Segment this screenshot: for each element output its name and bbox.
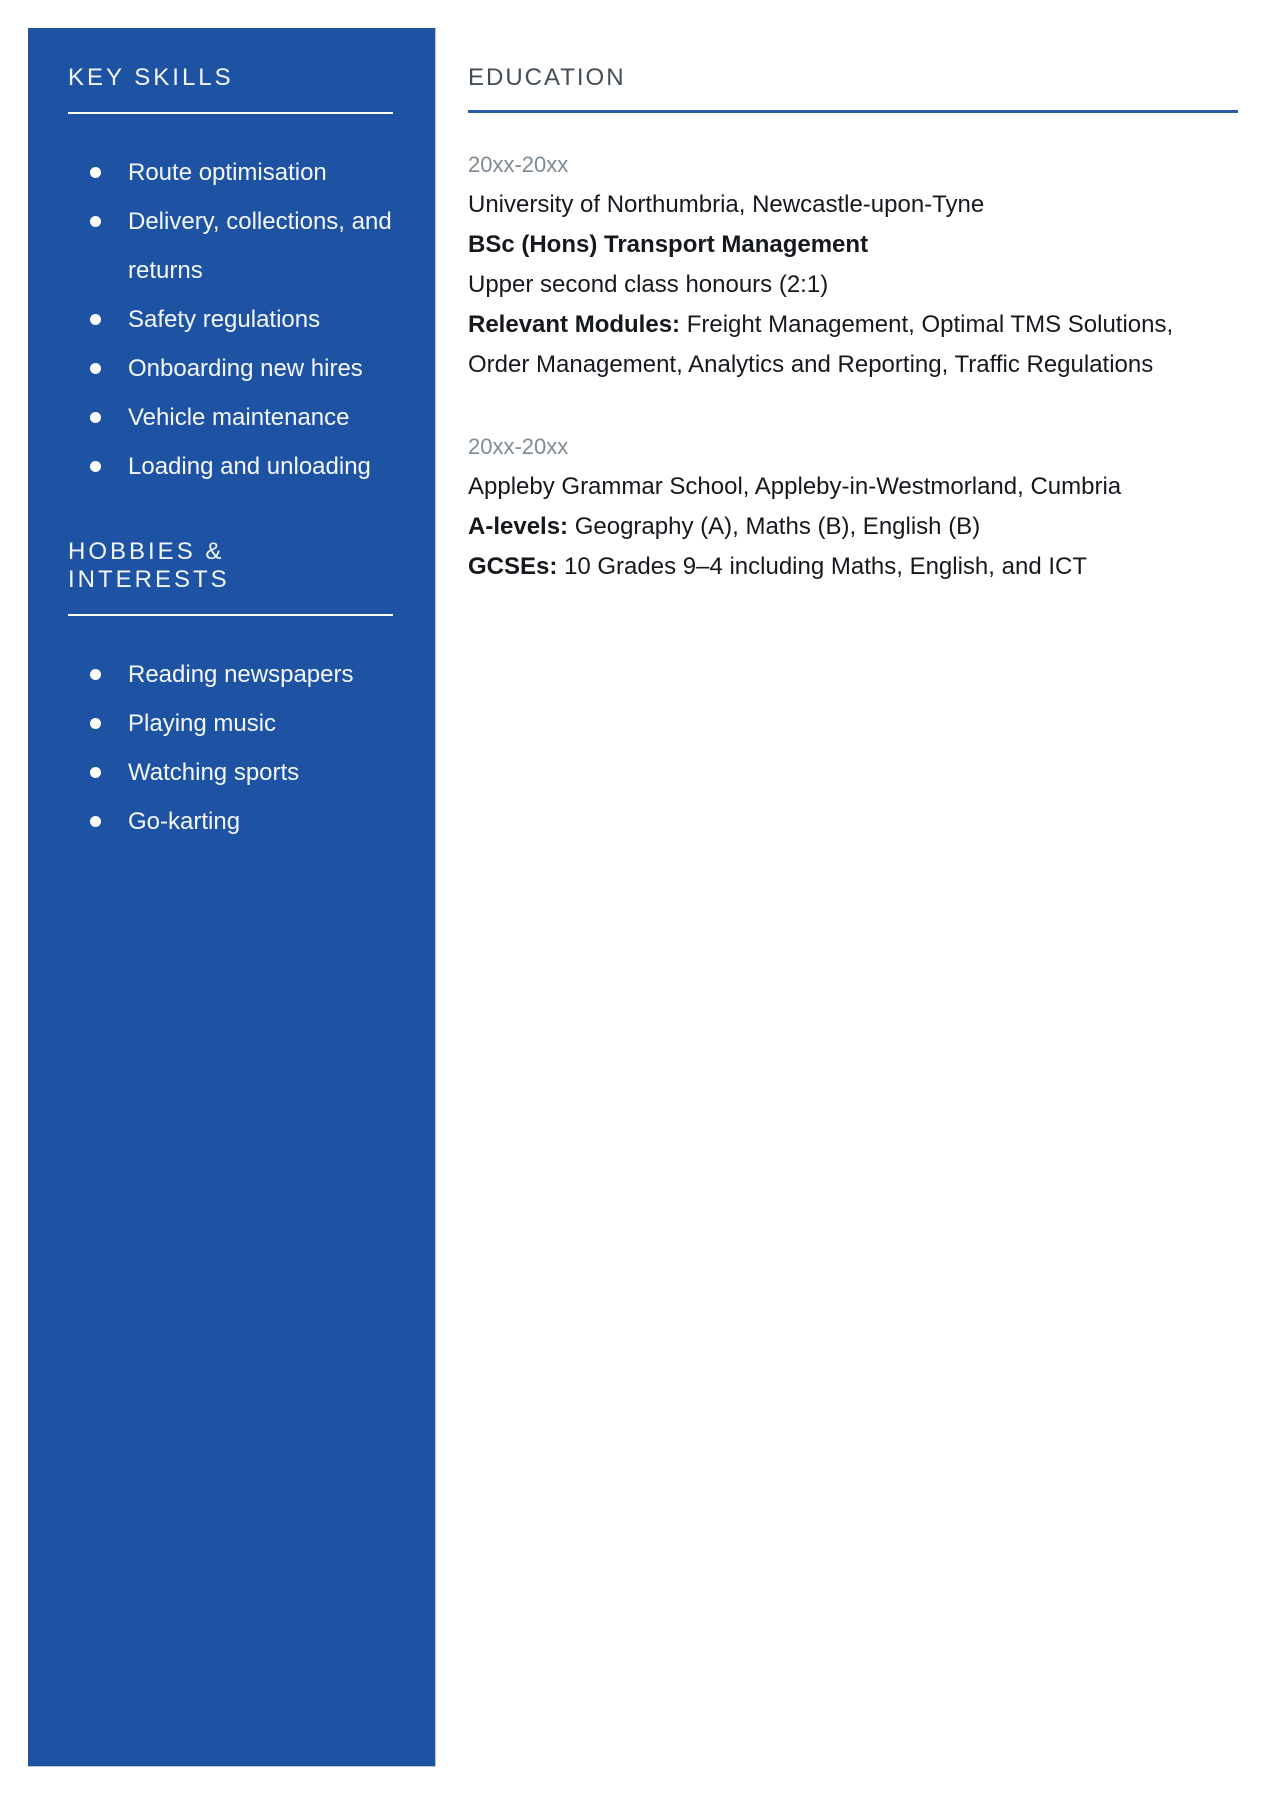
education-entries	[468, 145, 1218, 587]
hobbies-interests-section	[68, 538, 435, 846]
detail-text: Geography (A), Maths (B), English (B)	[568, 513, 981, 540]
entry-institution: University of Northumbria, Newcastle-upon-Tyne	[468, 191, 985, 218]
key-skills-heading: KEY SKILLS	[68, 64, 393, 114]
list-item: Route optimisation	[68, 148, 413, 197]
list-item: Vehicle maintenance	[68, 393, 413, 442]
hobbies-interests-heading: HOBBIES & INTERESTS	[68, 538, 393, 616]
key-skills-section	[68, 64, 435, 491]
list-item: Delivery, collections, and returns	[68, 197, 413, 295]
entry-dates: 20xx-20xx	[468, 434, 569, 459]
entry-degree: BSc (Hons) Transport Management	[468, 231, 869, 258]
entry-result: Upper second class honours (2:1)	[468, 271, 829, 298]
education-heading: EDUCATION	[468, 64, 1238, 113]
sidebar	[28, 28, 436, 1767]
detail-label: A-levels:	[468, 513, 569, 540]
entry-dates: 20xx-20xx	[468, 152, 569, 177]
entry-detail-modules	[468, 305, 1218, 385]
list-item: Onboarding new hires	[68, 344, 413, 393]
key-skills-list	[68, 148, 413, 491]
main-content	[468, 64, 1238, 587]
entry-detail-alevels	[468, 507, 1218, 547]
list-item: Reading newspapers	[68, 650, 413, 699]
list-item: Playing music	[68, 699, 413, 748]
detail-text: Freight Management, Optimal TMS Solutions, Order Management, Analytics and Reporting, Traffic Regulations	[468, 311, 1174, 378]
detail-label: Relevant Modules:	[468, 311, 681, 338]
hobbies-interests-list	[68, 650, 413, 846]
detail-label: GCSEs:	[468, 553, 558, 580]
list-item: Loading and unloading	[68, 442, 413, 491]
education-entry-university	[468, 145, 1218, 385]
list-item: Go-karting	[68, 797, 413, 846]
list-item: Safety regulations	[68, 295, 413, 344]
list-item: Watching sports	[68, 748, 413, 797]
entry-detail-gcses	[468, 547, 1218, 587]
entry-institution: Appleby Grammar School, Appleby-in-Westmorland, Cumbria	[468, 473, 1122, 500]
detail-text: 10 Grades 9–4 including Maths, English, and ICT	[557, 553, 1087, 580]
education-entry-school	[468, 427, 1218, 587]
